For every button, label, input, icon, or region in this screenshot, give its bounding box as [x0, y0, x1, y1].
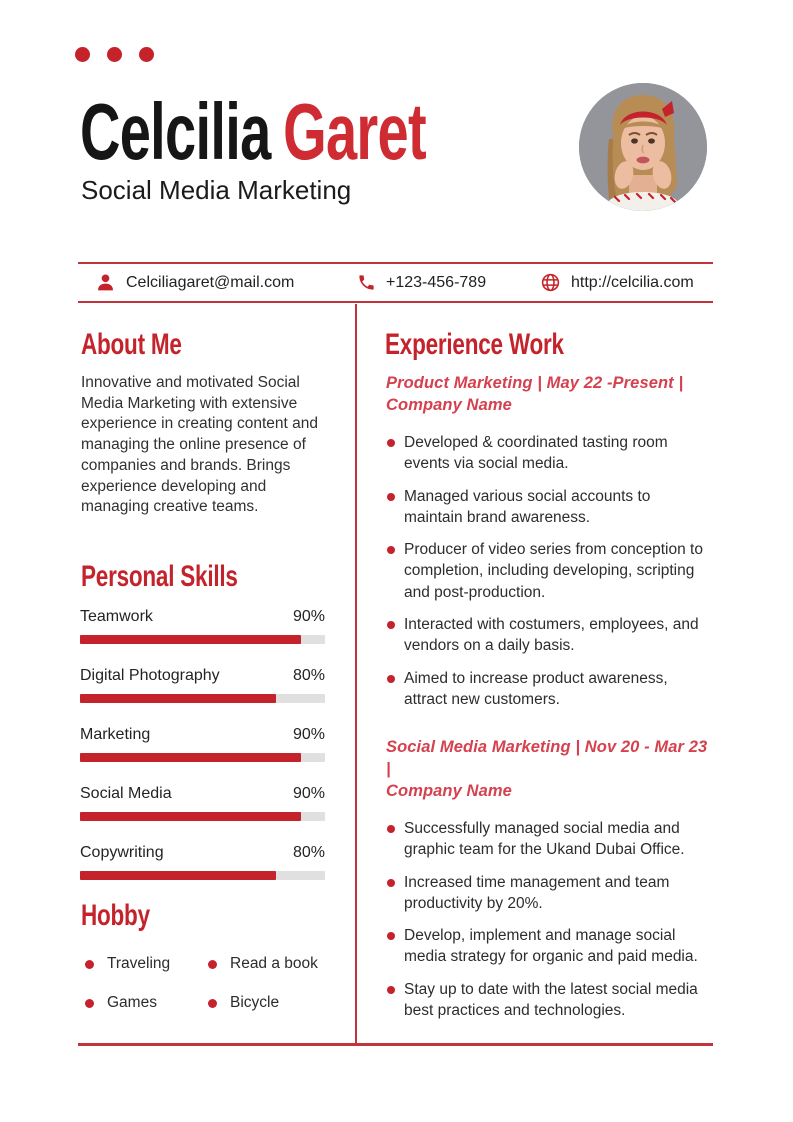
contact-phone-value: +123-456-789 — [386, 273, 487, 291]
skill-row — [80, 608, 325, 644]
skill-bar-track — [80, 694, 325, 703]
skill-bar-track — [80, 635, 325, 644]
hobby-label: Games — [107, 994, 157, 1011]
hobby-label: Read a book — [230, 955, 318, 972]
skill-row — [80, 844, 325, 880]
job-bullet-list — [386, 818, 712, 1021]
skill-percent: 80% — [292, 844, 325, 861]
person-name — [80, 87, 426, 176]
bullet-icon — [387, 675, 395, 683]
job-bullet-list — [386, 432, 712, 710]
dot-icon — [75, 47, 90, 62]
job-heading-line1: Product Marketing | May 22 -Present | — [386, 374, 684, 392]
skill-bar-track — [80, 812, 325, 821]
globe-icon — [540, 272, 561, 293]
bullet-icon — [85, 999, 94, 1008]
skill-label: Marketing — [80, 726, 151, 743]
experience-bullet — [386, 818, 712, 861]
hobby-item — [208, 955, 335, 973]
experience-bullet — [386, 979, 712, 1022]
bullet-icon — [85, 960, 94, 969]
contact-bar — [78, 262, 713, 303]
skill-bar-fill — [80, 694, 276, 703]
bottom-rule — [78, 1043, 713, 1046]
bullet-icon — [208, 960, 217, 969]
experience-bullet-text: Increased time management and team productivity by 20%. — [404, 873, 670, 912]
skill-bar-fill — [80, 871, 276, 880]
skill-percent: 80% — [292, 667, 325, 684]
skill-bar-fill — [80, 753, 301, 762]
job-heading — [386, 736, 712, 802]
skill-label: Digital Photography — [80, 667, 220, 684]
hobby-item — [208, 994, 335, 1012]
profile-photo — [579, 83, 707, 211]
skills-title: Personal Skills — [81, 560, 238, 593]
skill-row-header — [80, 726, 325, 744]
experience-bullet-text: Interacted with costumers, employees, and vendors on a daily basis. — [404, 616, 699, 655]
contact-website — [540, 264, 694, 301]
hobby-label: Bicycle — [230, 994, 280, 1011]
experience-bullet — [386, 432, 712, 475]
job-heading-line2: Company Name — [386, 396, 512, 414]
experience-title: Experience Work — [385, 328, 564, 361]
skill-row-header — [80, 844, 325, 862]
experience-bullet — [386, 925, 712, 968]
skill-row-header — [80, 785, 325, 803]
skill-row — [80, 667, 325, 703]
skill-percent: 90% — [292, 726, 325, 743]
hobby-item — [85, 994, 208, 1012]
phone-icon — [357, 273, 376, 292]
skill-row — [80, 726, 325, 762]
dot-icon — [139, 47, 154, 62]
job-heading-line1: Social Media Marketing | Nov 20 - Mar 23 | — [386, 738, 708, 778]
experience-bullet-text: Successfully managed social media and graphic team for the Ukand Dubai Office. — [404, 820, 685, 859]
about-title: About Me — [81, 328, 182, 361]
hobby-title: Hobby — [81, 899, 150, 932]
experience-bullet-text: Managed various social accounts to maintain brand awareness. — [404, 487, 651, 526]
decor-dots — [75, 47, 154, 62]
experience-bullet — [386, 614, 712, 657]
contact-website-value: http://celcilia.com — [571, 273, 694, 291]
skill-percent: 90% — [292, 608, 325, 625]
skill-label: Teamwork — [80, 608, 153, 625]
last-name: Garet — [283, 87, 426, 176]
experience-job — [386, 736, 712, 1032]
bullet-icon — [208, 999, 217, 1008]
experience-bullet-text: Producer of video series from conception to completion, including developing, scripting and post-production. — [404, 541, 703, 601]
skills-list — [80, 608, 325, 903]
bullet-icon — [387, 546, 395, 554]
job-heading — [386, 372, 712, 416]
person-icon — [95, 272, 116, 293]
bullet-icon — [387, 879, 395, 887]
bullet-icon — [387, 493, 395, 501]
experience-bullet — [386, 486, 712, 529]
hobby-item — [85, 955, 208, 973]
bullet-icon — [387, 825, 395, 833]
experience-bullet-text: Aimed to increase product awareness, attract new customers. — [404, 669, 668, 708]
hobby-list — [85, 955, 335, 1012]
job-heading-line2: Company Name — [386, 782, 512, 800]
experience-bullet — [386, 872, 712, 915]
dot-icon — [107, 47, 122, 62]
skill-bar-track — [80, 753, 325, 762]
skill-row-header — [80, 667, 325, 685]
skill-percent: 90% — [292, 785, 325, 802]
skill-label: Social Media — [80, 785, 172, 802]
bullet-icon — [387, 986, 395, 994]
skill-bar-fill — [80, 635, 301, 644]
bullet-icon — [387, 439, 395, 447]
job-subtitle: Social Media Marketing — [81, 175, 352, 205]
experience-bullet-text: Developed & coordinated tasting room events via social media. — [404, 434, 668, 473]
bullet-icon — [387, 932, 395, 940]
first-name: Celcilia — [80, 87, 271, 176]
skill-row-header — [80, 608, 325, 626]
skill-bar-fill — [80, 812, 301, 821]
skill-label: Copywriting — [80, 844, 164, 861]
hobby-label: Traveling — [107, 955, 171, 972]
column-divider — [355, 304, 357, 1043]
contact-phone — [357, 264, 486, 301]
about-text: Innovative and motivated Social Media Marketing with extensive experience in creating content and managing the online presence of companies and brands. Brings experience developing and managing creative teams. — [81, 374, 318, 516]
experience-bullet-text: Develop, implement and manage social media strategy for organic and paid media. — [404, 927, 698, 966]
experience-bullet — [386, 539, 712, 603]
skill-row — [80, 785, 325, 821]
contact-email — [95, 264, 294, 301]
profile-photo-illustration — [579, 83, 707, 211]
experience-bullet-text: Stay up to date with the latest social media best practices and technologies. — [404, 980, 698, 1020]
experience-bullet — [386, 668, 712, 711]
experience-job — [386, 372, 712, 721]
contact-email-value: Celciliagaret@mail.com — [126, 273, 295, 291]
bullet-icon — [387, 621, 395, 629]
skill-bar-track — [80, 871, 325, 880]
